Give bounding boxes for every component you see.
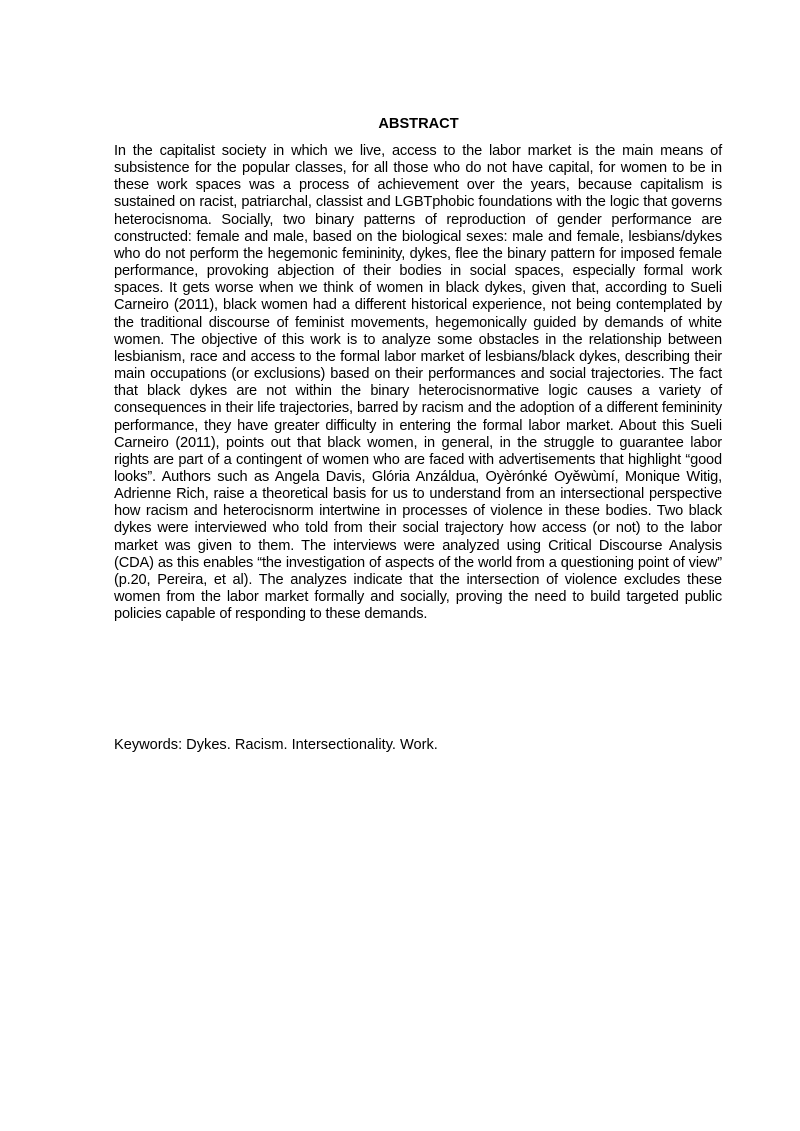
keywords-line: Keywords: Dykes. Racism. Intersectionality. Work. bbox=[114, 737, 438, 753]
abstract-paragraph: In the capitalist society in which we live, access to the labor market is the main means of subsistence for the popular classes, for all those who do not have capital, for women to be in these work spaces was a process of achievement over the years, because capitalism is sustained on racist, patriarchal, classist and LGBTphobic foundations with the logic that governs heterocisnoma. Socially, two binary patterns of reproduction of gender performance are constructed: female and male, based on the biological sexes: male and female, lesbians/dykes who do not perform the hegemonic femininity, dykes, flee the binary pattern for imposed female performance, provoking abjection of their bodies in social spaces, especially formal work spaces. It gets worse when we think of women in black dykes, given that, according to Sueli Carneiro (2011), black women had a different historical experience, not being contemplated by the traditional discourse of feminist movements, hegemonically guided by demands of white women. The objective of this work is to analyze some obstacles in the relationship between lesbianism, race and access to the formal labor market of lesbians/black dykes, describing their main occupations (or exclusions) based on their performances and social trajectories. The fact that black dykes are not within the binary heterocisnormative logic causes a variety of consequences in their life trajectories, barred by racism and the adoption of a different femininity performance, they have greater difficulty in entering the formal labor market. About this Sueli Carneiro (2011), points out that black women, in general, in the struggle to guarantee labor rights are part of a contingent of women who are faced with advertisements that highlight “good looks”. Authors such as Angela Davis, Glória Anzáldua, Oyèrónké Oyěwùmí, Monique Witig, Adrienne Rich, raise a theoretical basis for us to understand from an intersectional perspective how racism and heterocisnorm intertwine in processes of violence in these bodies. Two black dykes were interviewed who told from their social trajectory how access (or not) to the labor market was given to them. The interviews were analyzed using Critical Discourse Analysis (CDA) as this enables “the investigation of aspects of the world from a questioning point of view” (p.20, Pereira, et al). The analyzes indicate that the intersection of violence excludes these women from the labor market formally and socially, proving the need to build targeted public policies capable of responding to these demands. bbox=[114, 143, 722, 623]
abstract-heading: ABSTRACT bbox=[378, 116, 459, 132]
